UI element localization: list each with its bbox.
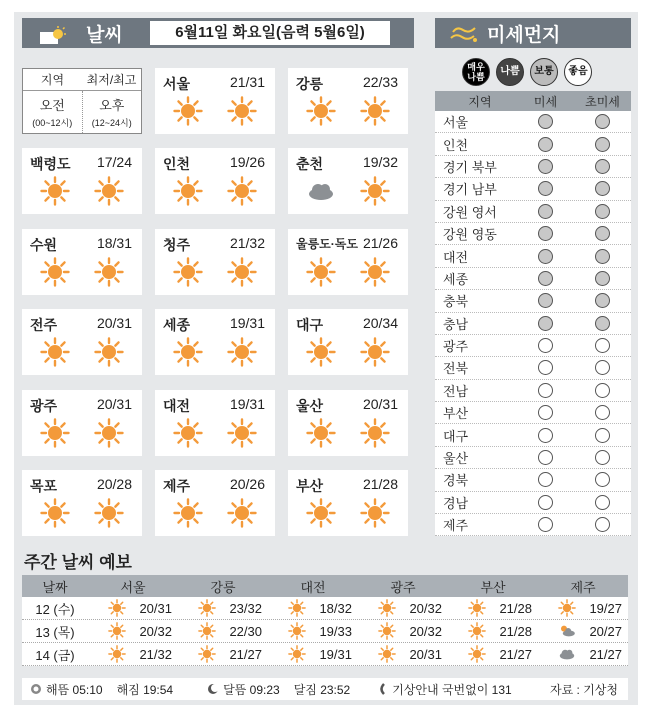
info-text: 기상안내 국번없이 131 <box>392 682 512 697</box>
dust-row <box>435 357 631 379</box>
weekly-row <box>22 620 628 643</box>
sun-icon <box>94 498 124 528</box>
city-temp: 18/31 <box>96 235 132 251</box>
weekly-date-label: 날짜 <box>42 579 68 595</box>
dust-level-pm25 <box>595 293 610 308</box>
dust-region: 경북 <box>443 473 469 489</box>
sun-icon <box>227 498 257 528</box>
dust-table <box>435 91 631 536</box>
city-card <box>288 68 408 134</box>
dust-region: 제주 <box>443 518 469 534</box>
weekly-cell <box>448 622 538 640</box>
sun-icon <box>360 257 390 287</box>
city-temp: 19/32 <box>362 154 398 170</box>
dust-row <box>435 313 631 335</box>
dust-region: 경기 북부 <box>443 159 497 175</box>
weekly-temp: 19/31 <box>319 646 352 662</box>
sun-icon <box>227 96 257 126</box>
sun-icon <box>94 176 124 206</box>
dust-level-pm10 <box>538 293 553 308</box>
sun-icon <box>40 337 70 367</box>
city-name: 대전 <box>163 398 191 414</box>
weekly-temp: 21/28 <box>499 600 532 616</box>
weekly-temp: 21/28 <box>499 623 532 639</box>
sun-icon <box>94 257 124 287</box>
city-card <box>155 390 275 456</box>
weekly-cell <box>88 622 178 640</box>
sun-icon <box>288 645 306 663</box>
dust-region: 인천 <box>443 137 469 153</box>
weekly-temp: 21/32 <box>139 646 172 662</box>
dust-region: 경남 <box>443 495 469 511</box>
weekly-cell <box>178 599 268 617</box>
sun-icon <box>378 599 396 617</box>
sun-icon <box>94 337 124 367</box>
dust-level-pm25 <box>595 316 610 331</box>
city-temp: 21/26 <box>362 235 398 251</box>
dust-row <box>435 156 631 178</box>
weekly-cell <box>358 599 448 617</box>
sun-icon <box>558 599 576 617</box>
dust-row <box>435 335 631 357</box>
weekly-temp: 20/32 <box>139 623 172 639</box>
dust-level-pm25 <box>595 472 610 487</box>
city-name: 울산 <box>296 398 324 414</box>
dust-region: 대구 <box>443 428 469 444</box>
city-name: 제주 <box>163 478 191 494</box>
sun-icon <box>40 176 70 206</box>
dust-level-pm10 <box>538 495 553 510</box>
dust-level-pm25 <box>595 137 610 152</box>
sun-icon <box>468 622 486 640</box>
city-card <box>22 229 142 295</box>
sun-icon <box>198 645 216 663</box>
sun-icon <box>173 176 203 206</box>
dust-region: 부산 <box>443 406 469 422</box>
dust-region: 광주 <box>443 339 469 355</box>
dust-level-pm10 <box>538 405 553 420</box>
dust-level-pm10 <box>538 226 553 241</box>
weekly-row <box>22 643 628 666</box>
city-name: 서울 <box>163 76 191 92</box>
sun-icon <box>360 96 390 126</box>
weekly-cell <box>268 599 358 617</box>
sun-icon <box>227 337 257 367</box>
dust-level-pm25 <box>595 271 610 286</box>
dust-table-header <box>435 91 631 111</box>
city-temp: 20/31 <box>96 396 132 412</box>
dust-level-pm25 <box>595 405 610 420</box>
city-card <box>155 309 275 375</box>
dust-region: 세종 <box>443 271 469 287</box>
weekly-row <box>22 597 628 620</box>
sun-icon <box>360 498 390 528</box>
dust-row <box>435 201 631 223</box>
weekly-cell <box>88 599 178 617</box>
sun-icon <box>306 337 336 367</box>
sun-icon <box>227 257 257 287</box>
city-temp: 20/31 <box>362 396 398 412</box>
weekly-temp: 23/32 <box>229 600 262 616</box>
moonset-text: 달짐 23:52 <box>293 682 351 697</box>
city-name: 전주 <box>30 317 58 333</box>
weekly-temp: 20/31 <box>409 646 442 662</box>
sun-icon <box>227 418 257 448</box>
city-card <box>22 309 142 375</box>
weekly-city: 광주 <box>390 579 416 595</box>
dust-level-pm10 <box>538 159 553 174</box>
dust-icon <box>449 24 479 46</box>
dust-level-pm25 <box>595 338 610 353</box>
sun-cloud-icon <box>558 622 576 640</box>
city-temp: 19/31 <box>229 396 265 412</box>
weekly-temp: 20/32 <box>409 600 442 616</box>
weekly-temp: 20/32 <box>409 623 442 639</box>
dust-head-pm10: 미세 <box>533 94 558 109</box>
sun-icon <box>288 599 306 617</box>
city-card <box>155 148 275 214</box>
city-card <box>155 68 275 134</box>
weekly-cell <box>88 645 178 663</box>
dust-legend-normal: 보통 <box>530 58 558 86</box>
dust-level-pm10 <box>538 114 553 129</box>
weekly-title: 주간 날씨 예보 <box>24 553 132 572</box>
city-card <box>22 148 142 214</box>
weekly-date: 13 (목) <box>35 624 75 640</box>
dust-row <box>435 514 631 536</box>
weekly-temp: 22/30 <box>229 623 262 639</box>
legend-am: 오전 <box>39 98 65 113</box>
dust-region: 경기 남부 <box>443 182 497 198</box>
city-card <box>288 309 408 375</box>
city-temp: 21/31 <box>229 74 265 90</box>
sun-icon <box>468 599 486 617</box>
dust-row <box>435 402 631 424</box>
dust-level-pm10 <box>538 249 553 264</box>
dust-level-pm10 <box>538 271 553 286</box>
city-temp: 17/24 <box>96 154 132 170</box>
dust-level-pm10 <box>538 360 553 375</box>
sun-header-icon <box>40 26 66 46</box>
dust-region: 울산 <box>443 451 469 467</box>
dust-row <box>435 178 631 200</box>
sun-icon <box>306 418 336 448</box>
legend-pm-time: (12~24시) <box>91 118 132 128</box>
weekly-header <box>22 575 628 597</box>
sun-icon <box>173 337 203 367</box>
dust-level-pm10 <box>538 517 553 532</box>
weekly-cell <box>178 645 268 663</box>
dust-title: 미세먼지 <box>487 24 561 46</box>
city-temp: 20/28 <box>96 476 132 492</box>
moon-icon <box>207 683 219 695</box>
city-card <box>155 229 275 295</box>
dust-level-pm10 <box>538 137 553 152</box>
sun-icon <box>40 257 70 287</box>
sunset-text: 해짐 19:54 <box>116 682 174 697</box>
legend-region: 지역 <box>40 73 65 87</box>
city-name: 수원 <box>30 237 58 253</box>
city-name: 대구 <box>296 317 324 333</box>
sun-icon <box>306 498 336 528</box>
weather-title: 날씨 <box>86 24 123 46</box>
sunrise-icon <box>30 683 42 695</box>
dust-row <box>435 469 631 491</box>
dust-level-pm10 <box>538 204 553 219</box>
legend-am-time: (00~12시) <box>32 118 73 128</box>
city-temp: 21/28 <box>362 476 398 492</box>
dust-level-pm10 <box>538 316 553 331</box>
weekly-cell <box>268 645 358 663</box>
sun-icon <box>468 645 486 663</box>
dust-row <box>435 133 631 155</box>
city-name: 목포 <box>30 478 58 494</box>
sun-icon <box>378 622 396 640</box>
dust-level-pm25 <box>595 495 610 510</box>
dust-level-pm10 <box>538 472 553 487</box>
city-card <box>155 470 275 536</box>
weekly-cell <box>358 645 448 663</box>
city-name: 강릉 <box>296 76 324 92</box>
sun-icon <box>40 418 70 448</box>
dust-row <box>435 380 631 402</box>
dust-row <box>435 245 631 267</box>
city-name: 울릉도·독도 <box>296 237 358 251</box>
city-name: 세종 <box>163 317 191 333</box>
dust-level-pm25 <box>595 360 610 375</box>
sun-icon <box>173 257 203 287</box>
sun-icon <box>108 622 126 640</box>
weekly-temp: 21/27 <box>229 646 262 662</box>
dust-level-pm25 <box>595 159 610 174</box>
dust-head-pm25: 초미세 <box>585 94 620 109</box>
footer <box>22 678 628 700</box>
city-temp: 20/34 <box>362 315 398 331</box>
city-temp: 19/31 <box>229 315 265 331</box>
weekly-city: 강릉 <box>210 579 236 595</box>
city-temp: 20/26 <box>229 476 265 492</box>
sun-icon <box>378 645 396 663</box>
dust-level-pm10 <box>538 181 553 196</box>
weekly-date: 12 (수) <box>35 601 75 617</box>
sun-icon <box>108 599 126 617</box>
city-card <box>288 229 408 295</box>
cloud-icon <box>558 645 576 663</box>
weekly-temp: 19/27 <box>589 600 622 616</box>
weekly-cell <box>538 645 628 663</box>
dust-level-pm25 <box>595 204 610 219</box>
dust-row <box>435 223 631 245</box>
dust-row <box>435 290 631 312</box>
dust-level-pm25 <box>595 181 610 196</box>
dust-level-pm10 <box>538 338 553 353</box>
weekly-cell <box>178 622 268 640</box>
cloud-icon <box>306 176 336 206</box>
weekly-table <box>22 575 628 666</box>
dust-legend-very-bad: 매우 나쁨 <box>462 58 490 86</box>
weekly-temp: 19/33 <box>319 623 352 639</box>
legend-minmax: 최저/최고 <box>86 73 137 87</box>
sun-icon <box>306 257 336 287</box>
sun-icon <box>173 96 203 126</box>
weekly-cell <box>448 645 538 663</box>
dust-region: 전남 <box>443 383 469 399</box>
dust-level-pm25 <box>595 114 610 129</box>
dust-legend-good: 좋음 <box>564 58 592 86</box>
legend-pm: 오후 <box>99 98 125 113</box>
dust-level-pm25 <box>595 517 610 532</box>
sun-icon <box>198 622 216 640</box>
dust-row <box>435 447 631 469</box>
dust-region: 충남 <box>443 316 469 332</box>
city-name: 백령도 <box>30 156 71 172</box>
sun-icon <box>40 498 70 528</box>
sun-icon <box>198 599 216 617</box>
city-name: 부산 <box>296 478 324 494</box>
sun-icon <box>173 498 203 528</box>
dust-level-pm25 <box>595 249 610 264</box>
dust-level-pm25 <box>595 428 610 443</box>
dust-region: 대전 <box>443 249 469 265</box>
date-label: 6월11일 화요일(음력 5월6일) <box>150 21 390 45</box>
city-temp: 21/32 <box>229 235 265 251</box>
dust-level-pm10 <box>538 428 553 443</box>
dust-level-pm10 <box>538 383 553 398</box>
weekly-city: 제주 <box>570 579 596 595</box>
dust-level-pm10 <box>538 450 553 465</box>
moonrise-text: 달뜸 09:23 <box>223 682 280 697</box>
weekly-temp: 21/27 <box>499 646 532 662</box>
sunrise-text: 해뜸 05:10 <box>46 682 103 697</box>
city-temp: 19/26 <box>229 154 265 170</box>
weekly-cell <box>538 622 628 640</box>
phone-icon <box>378 683 388 695</box>
dust-level-pm25 <box>595 383 610 398</box>
dust-region: 전북 <box>443 361 469 377</box>
city-temp: 20/31 <box>96 315 132 331</box>
dust-row <box>435 111 631 133</box>
sun-icon <box>306 96 336 126</box>
weekly-temp: 20/27 <box>589 623 622 639</box>
dust-region: 강원 영서 <box>443 204 497 220</box>
weekly-temp: 21/27 <box>589 646 622 662</box>
city-card <box>288 390 408 456</box>
city-name: 청주 <box>163 237 191 253</box>
dust-head-region: 지역 <box>468 94 492 109</box>
city-card <box>22 390 142 456</box>
sun-icon <box>360 418 390 448</box>
sun-icon <box>360 337 390 367</box>
source-text: 자료 : 기상청 <box>550 682 618 697</box>
city-card <box>288 470 408 536</box>
city-name: 광주 <box>30 398 58 414</box>
weekly-city: 대전 <box>300 579 326 595</box>
legend-card <box>22 68 142 134</box>
dust-row <box>435 424 631 446</box>
dust-level-pm25 <box>595 450 610 465</box>
weekly-cell <box>538 599 628 617</box>
weekly-cell <box>268 622 358 640</box>
dust-region: 서울 <box>443 115 469 131</box>
city-card <box>22 470 142 536</box>
sun-icon <box>108 645 126 663</box>
city-card <box>288 148 408 214</box>
weekly-date: 14 (금) <box>35 647 75 663</box>
sun-icon <box>227 176 257 206</box>
dust-level-pm25 <box>595 226 610 241</box>
dust-row <box>435 492 631 514</box>
weekly-temp: 18/32 <box>319 600 352 616</box>
weekly-city: 서울 <box>120 579 146 595</box>
weekly-cell <box>448 599 538 617</box>
sun-icon <box>94 418 124 448</box>
dust-region: 충북 <box>443 294 469 310</box>
weekly-city: 부산 <box>480 579 506 595</box>
weekly-temp: 20/31 <box>139 600 172 616</box>
sun-icon <box>288 622 306 640</box>
weekly-cell <box>358 622 448 640</box>
dust-row <box>435 268 631 290</box>
sun-icon <box>360 176 390 206</box>
sun-icon <box>173 418 203 448</box>
city-name: 인천 <box>163 156 191 172</box>
city-temp: 22/33 <box>362 74 398 90</box>
city-name: 춘천 <box>296 156 324 172</box>
dust-region: 강원 영동 <box>443 227 497 243</box>
dust-legend <box>462 58 592 86</box>
dust-legend-bad: 나쁨 <box>496 58 524 86</box>
